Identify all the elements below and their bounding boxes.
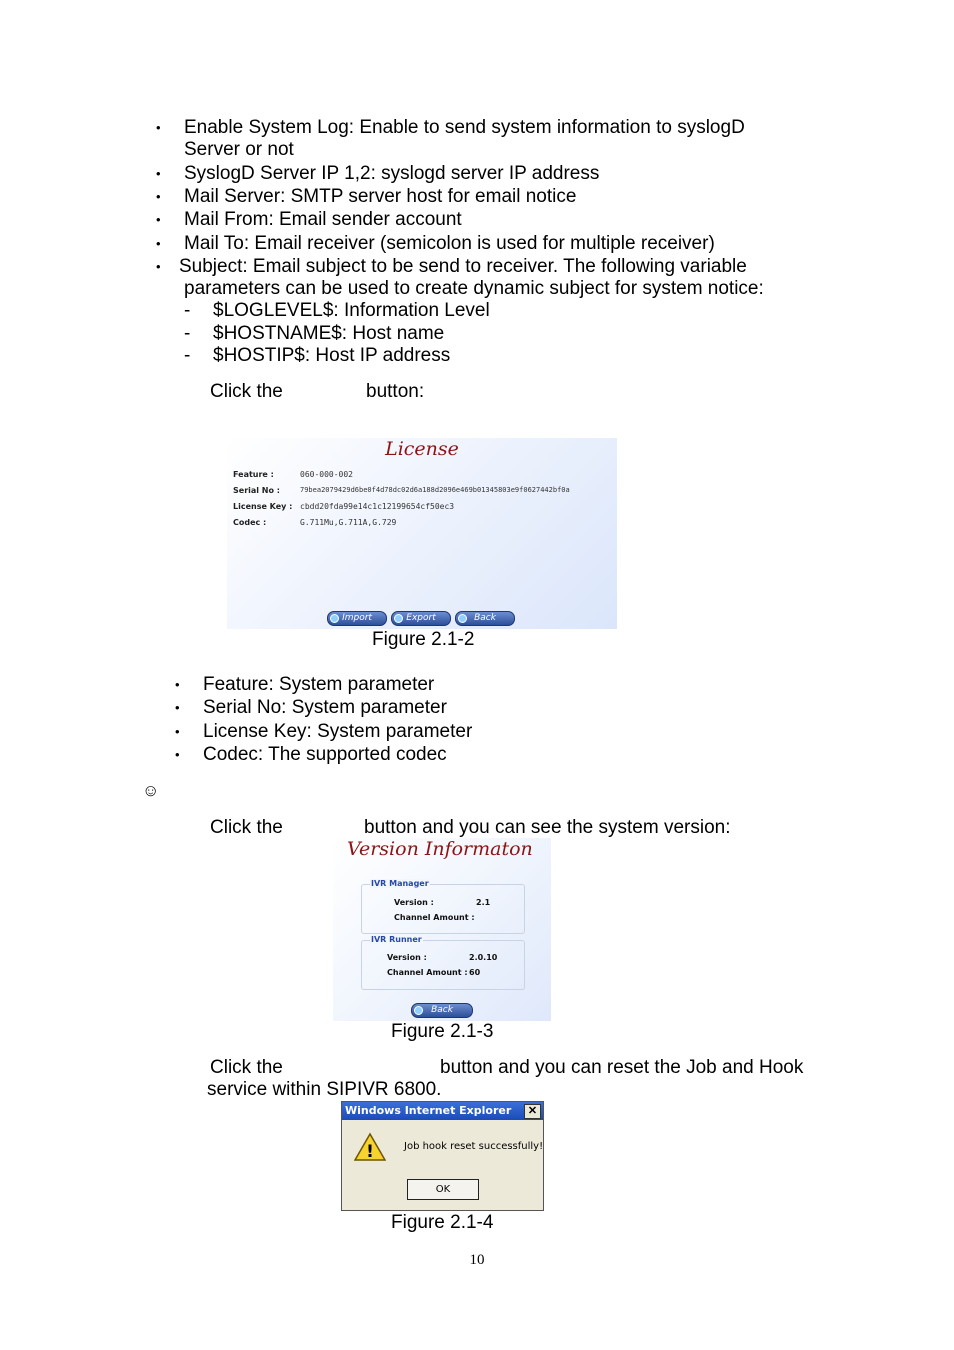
smiley-icon: ☺ <box>142 781 160 800</box>
serial-label: Serial No : <box>233 486 280 495</box>
dialog-title: Windows Internet Explorer <box>345 1104 512 1117</box>
bullet-marker: • <box>156 120 161 135</box>
bullet-text: Mail Server: SMTP server host for email notice <box>184 186 577 207</box>
ivr-manager-group <box>361 879 525 934</box>
manager-channel-label: Channel Amount : <box>394 913 475 922</box>
back-label: Back <box>474 613 496 623</box>
bullet-text: Feature: System parameter <box>203 674 435 695</box>
dash-marker: - <box>184 323 191 344</box>
back-label: Back <box>431 1005 453 1015</box>
ivr-manager-title: IVR Manager <box>371 879 429 888</box>
dialog-message: Job hook reset successfully! <box>404 1141 544 1152</box>
warning-icon <box>354 1132 386 1162</box>
bullet-marker: • <box>156 236 161 251</box>
dash-marker: - <box>184 345 191 366</box>
warning-glyph: ! <box>366 1142 374 1162</box>
button-text: button and you can reset the Job and Hook <box>440 1057 804 1078</box>
bullet-text: Serial No: System parameter <box>203 697 447 718</box>
bullet-marker: • <box>156 212 161 227</box>
version-back-button[interactable] <box>411 1003 473 1018</box>
back-button[interactable] <box>455 611 515 626</box>
license-key-value: cbdd20fda99e14c1c12199654cf50ec3 <box>300 502 455 511</box>
codec-label: Codec : <box>233 518 267 527</box>
feature-value: 060-000-002 <box>300 470 353 479</box>
runner-version-value: 2.0.10 <box>469 953 498 962</box>
click-the-text: Click the <box>210 1057 283 1078</box>
bullet-text-cont: parameters can be used to create dynamic subject for system notice: <box>184 278 764 299</box>
bullet-text: Mail To: Email receiver (semicolon is used for multiple receiver) <box>184 233 715 254</box>
bullet-marker: • <box>156 189 161 204</box>
export-label: Export <box>406 613 436 623</box>
bullet-marker: • <box>156 166 161 181</box>
dialog-titlebar <box>342 1102 543 1120</box>
back-icon <box>414 1006 423 1015</box>
bullet-marker: • <box>175 747 180 762</box>
close-button[interactable]: ✕ <box>524 1104 541 1119</box>
ivr-runner-title: IVR Runner <box>371 935 422 944</box>
license-key-label: License Key : <box>233 502 293 511</box>
figure-caption: Figure 2.1-3 <box>391 1021 494 1042</box>
dash-marker: - <box>184 300 191 321</box>
dash-item: $HOSTIP$: Host IP address <box>213 345 451 366</box>
bullet-text: Mail From: Email sender account <box>184 209 462 230</box>
bullet-text: Codec: The supported codec <box>203 744 447 765</box>
back-icon <box>458 614 467 623</box>
bullet-marker: • <box>175 700 180 715</box>
ie-dialog <box>341 1101 544 1211</box>
dash-item: $LOGLEVEL$: Information Level <box>213 300 490 321</box>
figure-caption: Figure 2.1-4 <box>391 1212 494 1233</box>
bullet-text: License Key: System parameter <box>203 721 473 742</box>
import-icon <box>330 614 339 623</box>
codec-value: G.711Mu,G.711A,G.729 <box>300 518 397 527</box>
click-the-text: Click the <box>210 817 283 838</box>
bullet-text: SyslogD Server IP 1,2: syslogd server IP address <box>184 163 600 184</box>
import-label: Import <box>342 613 372 623</box>
page-number: 10 <box>469 1252 485 1268</box>
ok-button[interactable]: OK <box>407 1179 479 1200</box>
ivr-runner-group <box>361 935 525 990</box>
license-panel <box>227 438 617 629</box>
version-panel <box>333 838 551 1021</box>
bullet-marker: • <box>156 259 161 274</box>
bullet-text: Subject: Email subject to be send to receiver. The following variable <box>179 256 747 277</box>
bullet-text: Enable System Log: Enable to send system information to syslogD <box>184 117 745 138</box>
button-text-cont: service within SIPIVR 6800. <box>207 1079 442 1100</box>
manager-version-label: Version : <box>394 898 434 907</box>
runner-channel-label: Channel Amount : <box>387 968 468 977</box>
bullet-marker: • <box>175 677 180 692</box>
click-the-text: Click the <box>210 381 283 402</box>
feature-label: Feature : <box>233 470 274 479</box>
export-button[interactable] <box>391 611 451 626</box>
bullet-marker: • <box>175 724 180 739</box>
button-text: button and you can see the system version: <box>364 817 731 838</box>
manager-version-value: 2.1 <box>476 898 491 907</box>
version-title: Version Informaton <box>347 838 533 860</box>
serial-value: 79bea2079429d6be0f4d78dc02d6a188d2096e469b01345803e9f0627442bf0a <box>300 486 570 494</box>
figure-caption: Figure 2.1-2 <box>372 629 475 650</box>
export-icon <box>394 614 403 623</box>
button-text: button: <box>366 381 425 402</box>
dash-item: $HOSTNAME$: Host name <box>213 323 445 344</box>
runner-version-label: Version : <box>387 953 427 962</box>
runner-channel-value: 60 <box>469 968 481 977</box>
license-title: License <box>385 438 459 460</box>
import-button[interactable] <box>327 611 387 626</box>
bullet-text-cont: Server or not <box>184 139 294 160</box>
